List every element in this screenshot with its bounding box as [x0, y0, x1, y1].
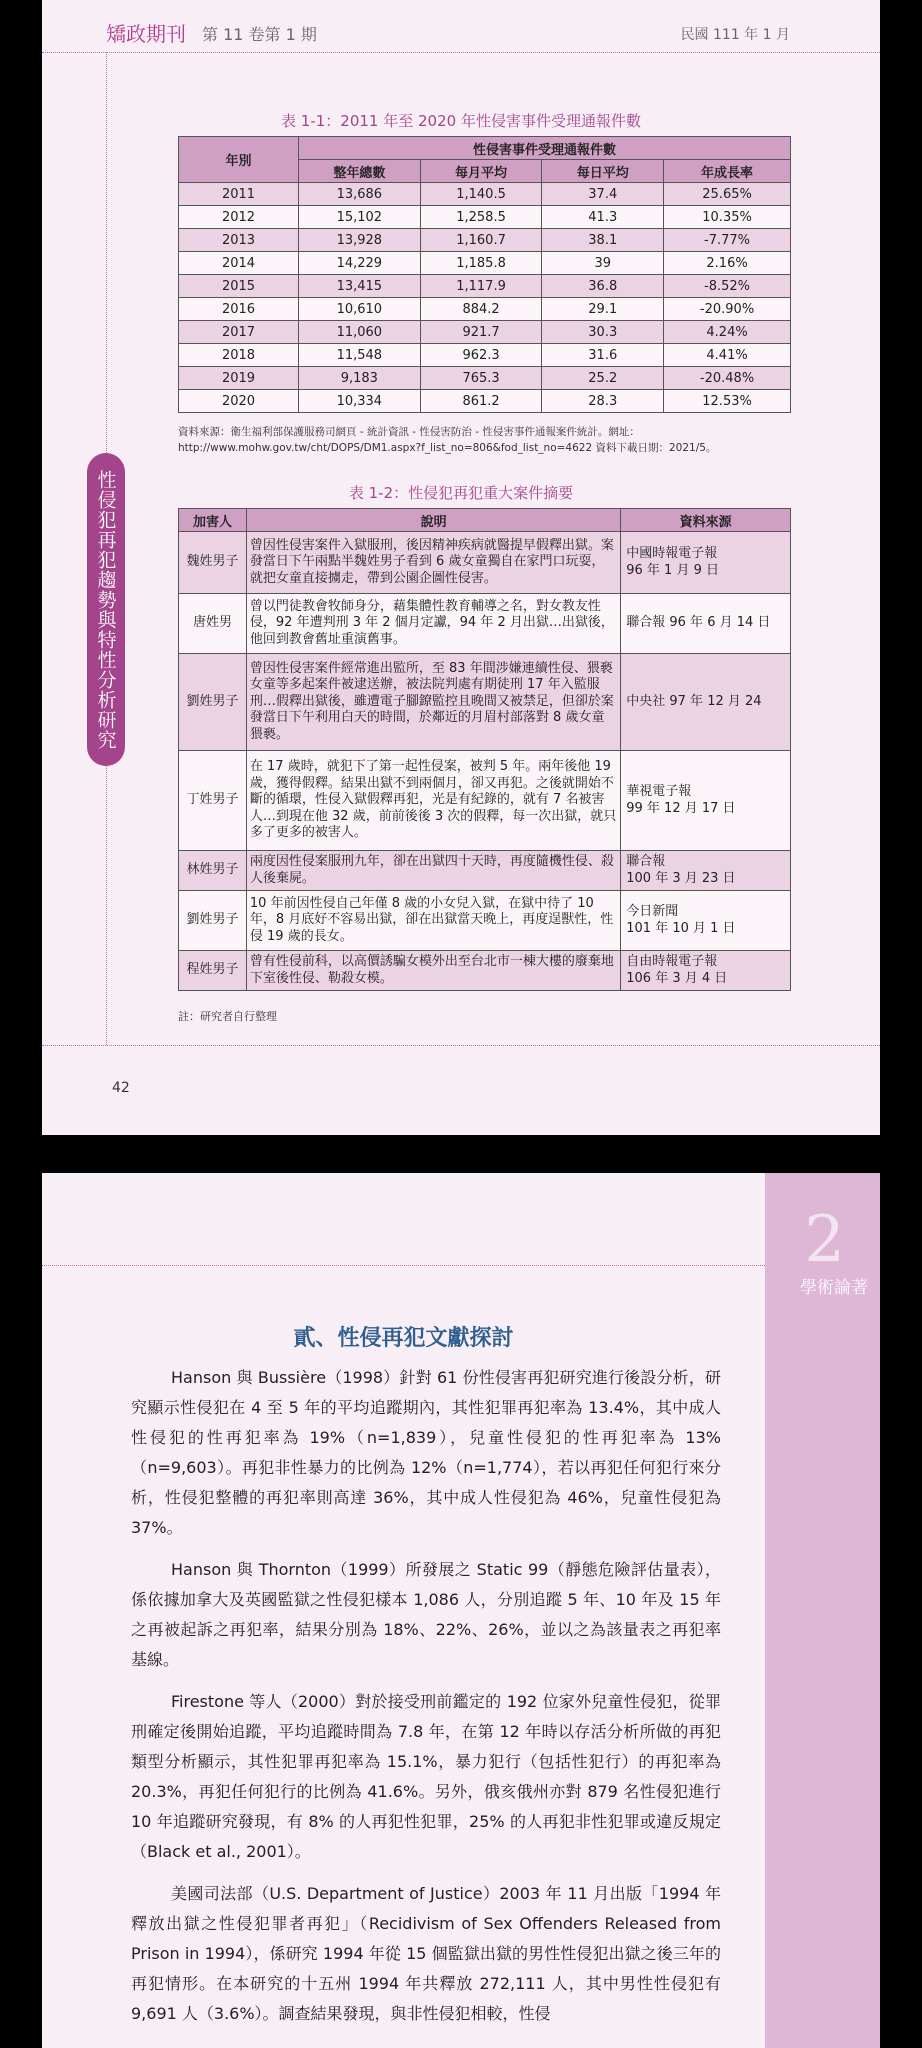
page-43	[42, 1173, 880, 2048]
table-cell: 15,102	[299, 206, 421, 229]
table1-source: 資料來源：衛生福利部保護服務司網頁 - 統計資訊 - 性侵害防治 - 性侵害事件通報案件統計。網址：http://www.mohw.gov.tw/cht/DOPS/DM1.aspx?f_list_no=806&fod_list_no=4622 資料下載日期：2021/5。	[178, 426, 717, 454]
table1-group-header: 性侵害事件受理通報件數	[299, 137, 791, 160]
source-cell: 中國時報電子報 96 年 1 月 9 日	[621, 532, 791, 594]
table1-column-header: 整年總數	[299, 160, 421, 183]
table-cell: 1,160.7	[420, 229, 542, 252]
paragraph: Firestone 等人（2000）對於接受刑前鑑定的 192 位家外兒童性侵犯，從罪刑確定後開始追蹤，平均追蹤時間為 7.8 年，在第 12 年時以存活分析所做的再犯類型分析顯示，其性犯罪再犯率為 15.1%，暴力犯行（包括性犯行）的再犯率為 20.3%，再犯任何犯行的比例為 41.6%。另外，俄亥俄州亦對 879 名性侵犯進行 10 年追蹤研究發現，有 8% 的人再犯性犯罪，25% 的人再犯非性犯罪或違反規定（Black et al., 2001）。	[131, 1692, 721, 1861]
body-text	[131, 1363, 721, 2041]
source-cell: 今日新聞 101 年 10 月 1 日	[621, 891, 791, 951]
table-cell: 39	[542, 252, 664, 275]
table-cell: 2017	[179, 321, 299, 344]
paragraph: Hanson 與 Thornton（1999）所發展之 Static 99（靜態危險評估量表），係依據加拿大及英國監獄之性侵犯樣本 1,086 人，分別追蹤 5 年、10 年及 15 年之再被起訴之再犯率，結果分別為 18%、22%、26%，並以之為該量表之再犯率基線。	[131, 1560, 721, 1669]
table-cell: 1,117.9	[420, 275, 542, 298]
table1-column-header: 年成長率	[664, 160, 791, 183]
paragraph: 美國司法部（U.S. Department of Justice）2003 年 11 月出版「1994 年釋放出獄之性侵犯罪者再犯」（Recidivism of Sex Offenders Released from Prison in 1994），係研究 1994 年從 15 個監獄出獄的男性性侵犯出獄之後三年的再犯情形。在本研究的十五州 1994 年共釋放 272,111 人，其中男性性侵犯有 9,691 人（3.6%）。調查結果發現，與非性侵犯相較，性侵	[131, 1884, 721, 2023]
journal-date: 民國 111 年 1 月	[680, 27, 790, 43]
table2-column-header: 資料來源	[621, 509, 791, 532]
table-cell: 25.2	[542, 367, 664, 390]
table-cell: 884.2	[420, 298, 542, 321]
description-cell: 在 17 歲時，就犯下了第一起性侵案，被判 5 年。兩年後他 19 歲，獲得假釋。結果出獄不到兩個月，卻又再犯。之後就開始不斷的循環，性侵入獄假釋再犯，光是有紀錄的，就有 7 名被害人…到現在他 32 歲，前前後後 3 次的假釋，每一次出獄，就只多了更多的被害人。	[246, 751, 620, 851]
table2-column-header: 說明	[246, 509, 620, 532]
table2	[178, 508, 791, 991]
table-cell: 2012	[179, 206, 299, 229]
table-cell: 2014	[179, 252, 299, 275]
table-cell: 2016	[179, 298, 299, 321]
table-cell: 10,334	[299, 390, 421, 413]
table-cell: 9,183	[299, 367, 421, 390]
table-cell: 12.53%	[664, 390, 791, 413]
table-row	[179, 183, 791, 206]
table-cell: 14,229	[299, 252, 421, 275]
description-cell: 10 年前因性侵自己年僅 8 歲的小女兒入獄，在獄中待了 10 年，8 月底好不容易出獄，卻在出獄當天晚上，再度逞獸性，性侵 19 歲的長女。	[246, 891, 620, 951]
table1-column-header: 每月平均	[420, 160, 542, 183]
table-cell: -20.48%	[664, 367, 791, 390]
table-cell: 37.4	[542, 183, 664, 206]
table1-caption: 表 1-1：2011 年至 2020 年性侵害事件受理通報件數	[281, 112, 641, 130]
offender-cell: 魏姓男子	[179, 532, 247, 594]
table-cell: 11,060	[299, 321, 421, 344]
table-cell: 2015	[179, 275, 299, 298]
table-row	[179, 851, 791, 891]
offender-cell: 唐姓男	[179, 594, 247, 654]
description-cell: 兩度因性侵案服刑九年，卻在出獄四十天時，再度隨機性侵、殺人後棄屍。	[246, 851, 620, 891]
table-cell: 962.3	[420, 344, 542, 367]
page-42	[42, 0, 880, 1135]
table-cell: 29.1	[542, 298, 664, 321]
paragraph: Hanson 與 Bussière（1998）針對 61 份性侵害再犯研究進行後設分析，研究顯示性侵犯在 4 至 5 年的平均追蹤期內，其性犯罪再犯率為 13.4%，其中成人性侵犯的性再犯率為 19%（n=1,839），兒童性侵犯的性再犯率為 13%（n=9,603）。再犯非性暴力的比例為 12%（n=1,774），若以再犯任何犯行來分析，性侵犯整體的再犯率則高達 36%，其中成人性侵犯為 46%，兒童性侵犯為 37%。	[131, 1368, 721, 1537]
table-cell: 4.24%	[664, 321, 791, 344]
table-cell: 861.2	[420, 390, 542, 413]
offender-cell: 林姓男子	[179, 851, 247, 891]
table-cell: 921.7	[420, 321, 542, 344]
offender-cell: 丁姓男子	[179, 751, 247, 851]
table-row	[179, 532, 791, 594]
table-row	[179, 344, 791, 367]
table-row	[179, 252, 791, 275]
table-row	[179, 594, 791, 654]
table-row	[179, 951, 791, 991]
table-row	[179, 891, 791, 951]
side-tab-title: 性侵犯再犯趨勢與特性分析研究	[87, 453, 125, 766]
header-divider	[42, 52, 880, 53]
table-row	[179, 298, 791, 321]
table-cell: 30.3	[542, 321, 664, 344]
table-cell: 765.3	[420, 367, 542, 390]
journal-volume: 第 11 卷第 1 期	[202, 25, 317, 44]
table-row	[179, 229, 791, 252]
description-cell: 曾以門徒教會牧師身分，藉集體性教育輔導之名，對女教友性侵，92 年遭判刑 3 年 2 個月定讞，94 年 2 月出獄…出獄後，他回到教會舊址重演舊事。	[246, 594, 620, 654]
table-row	[179, 390, 791, 413]
table-cell: 2011	[179, 183, 299, 206]
table2-caption: 表 1-2：性侵犯再犯重大案件摘要	[348, 484, 574, 502]
table1-year-header: 年別	[179, 137, 299, 183]
table-row	[179, 751, 791, 851]
offender-cell: 劉姓男子	[179, 654, 247, 751]
table-cell: 38.1	[542, 229, 664, 252]
source-cell: 中央社 97 年 12 月 24	[621, 654, 791, 751]
source-cell: 華視電子報 99 年 12 月 17 日	[621, 751, 791, 851]
table-cell: 10.35%	[664, 206, 791, 229]
table-cell: 11,548	[299, 344, 421, 367]
table-cell: 2013	[179, 229, 299, 252]
description-cell: 曾有性侵前科，以高價誘騙女模外出至台北市一棟大樓的廢棄地下室後性侵、勒殺女模。	[246, 951, 620, 991]
table2-note: 註：研究者自行整理	[178, 1010, 277, 1023]
table-row	[179, 275, 791, 298]
section-number: 2	[804, 1203, 845, 1277]
table-cell: 2019	[179, 367, 299, 390]
table-cell: 10,610	[299, 298, 421, 321]
table-cell: -8.52%	[664, 275, 791, 298]
table-cell: 28.3	[542, 390, 664, 413]
table-cell: 13,928	[299, 229, 421, 252]
table-cell: -7.77%	[664, 229, 791, 252]
table-cell: -20.90%	[664, 298, 791, 321]
table-cell: 1,140.5	[420, 183, 542, 206]
table-cell: 25.65%	[664, 183, 791, 206]
source-cell: 聯合報 96 年 6 月 14 日	[621, 594, 791, 654]
page-number: 42	[112, 1080, 130, 1096]
table-cell: 36.8	[542, 275, 664, 298]
offender-cell: 程姓男子	[179, 951, 247, 991]
table-cell: 1,258.5	[420, 206, 542, 229]
table-row	[179, 206, 791, 229]
journal-title: 矯政期刊	[106, 22, 186, 46]
section-title: 貳、性侵再犯文獻探討	[293, 1326, 514, 1351]
table2-column-header: 加害人	[179, 509, 247, 532]
footer-divider	[42, 1045, 880, 1046]
table-row	[179, 654, 791, 751]
table-row	[179, 321, 791, 344]
source-cell: 自由時報電子報 106 年 3 月 4 日	[621, 951, 791, 991]
table-cell: 1,185.8	[420, 252, 542, 275]
table-cell: 2020	[179, 390, 299, 413]
table-cell: 2018	[179, 344, 299, 367]
table-row	[179, 367, 791, 390]
source-cell: 聯合報 100 年 3 月 23 日	[621, 851, 791, 891]
table-cell: 13,415	[299, 275, 421, 298]
table1-column-header: 每日平均	[542, 160, 664, 183]
table-cell: 13,686	[299, 183, 421, 206]
header-divider	[42, 1265, 765, 1266]
section-label: 學術論著	[800, 1278, 868, 1298]
section-band	[765, 1173, 880, 2048]
table-cell: 2.16%	[664, 252, 791, 275]
description-cell: 曾因性侵害案件經常進出監所，至 83 年間涉嫌連續性侵、猥褻女童等多起案件被逮送辦，被法院判處有期徒刑 17 年入監服刑…假釋出獄後，雖遭電子腳鐐監控且晚間又被禁足，但卻於案發當日下午利用白天的時間，於鄰近的月眉村部落對 8 歲女童猥褻。	[246, 654, 620, 751]
table-cell: 4.41%	[664, 344, 791, 367]
description-cell: 曾因性侵害案件入獄服刑，後因精神疾病就醫提早假釋出獄。案發當日下午兩點半魏姓男子看到 6 歲女童獨自在家門口玩耍，就把女童直接擄走，帶到公園企圖性侵害。	[246, 532, 620, 594]
offender-cell: 劉姓男子	[179, 891, 247, 951]
table-cell: 31.6	[542, 344, 664, 367]
table1	[178, 136, 791, 413]
table-cell: 41.3	[542, 206, 664, 229]
